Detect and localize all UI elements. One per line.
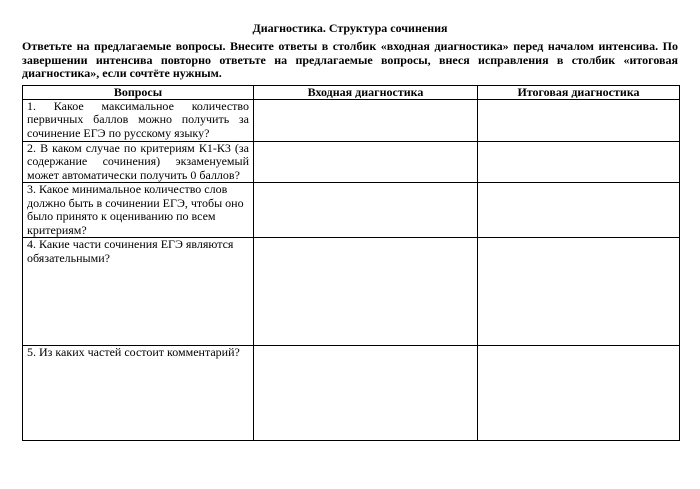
- question-cell: 4. Какие части сочинения ЕГЭ являются обязательными?: [23, 238, 254, 346]
- table-row: [23, 141, 680, 183]
- header-questions: Вопросы: [23, 85, 254, 99]
- diagnostic-form: [22, 20, 678, 441]
- table-row: [23, 238, 680, 346]
- entry-answer-cell[interactable]: [254, 346, 478, 441]
- question-cell: 3. Какое минимальное количество слов должно быть в сочинении ЕГЭ, чтобы оно было принято к оцениванию по всем критериям?: [23, 183, 254, 238]
- instructions-text: Ответьте на предлагаемые вопросы. Внесите ответы в столбик «входная диагностика» перед началом интенсива. По завершении интенсива повторно ответьте на предлагаемые вопросы, внеся исправления в столбик «итоговая диагностика», если сочтёте нужным.: [22, 39, 678, 80]
- diagnostic-table: [22, 85, 680, 442]
- table-row: [23, 346, 680, 441]
- final-answer-cell[interactable]: [478, 141, 680, 183]
- document-title: Диагностика. Структура сочинения: [252, 21, 448, 35]
- entry-answer-cell[interactable]: [254, 183, 478, 238]
- final-answer-cell[interactable]: [478, 183, 680, 238]
- final-answer-cell[interactable]: [478, 99, 680, 141]
- header-entry-diagnostic: Входная диагностика: [254, 85, 478, 99]
- entry-answer-cell[interactable]: [254, 99, 478, 141]
- header-final-diagnostic: Итоговая диагностика: [478, 85, 680, 99]
- question-cell: 5. Из каких частей состоит комментарий?: [23, 346, 254, 441]
- entry-answer-cell[interactable]: [254, 238, 478, 346]
- final-answer-cell[interactable]: [478, 346, 680, 441]
- final-answer-cell[interactable]: [478, 238, 680, 346]
- question-cell: 2. В каком случае по критериям К1-К3 (за содержание сочинения) экзаменуемый может автоматически получить 0 баллов?: [23, 141, 254, 183]
- table-row: [23, 99, 680, 141]
- table-header-row: [23, 85, 680, 99]
- question-cell: 1. Какое максимальное количество первичных баллов можно получить за сочинение ЕГЭ по русскому языку?: [23, 99, 254, 141]
- entry-answer-cell[interactable]: [254, 141, 478, 183]
- table-row: [23, 183, 680, 238]
